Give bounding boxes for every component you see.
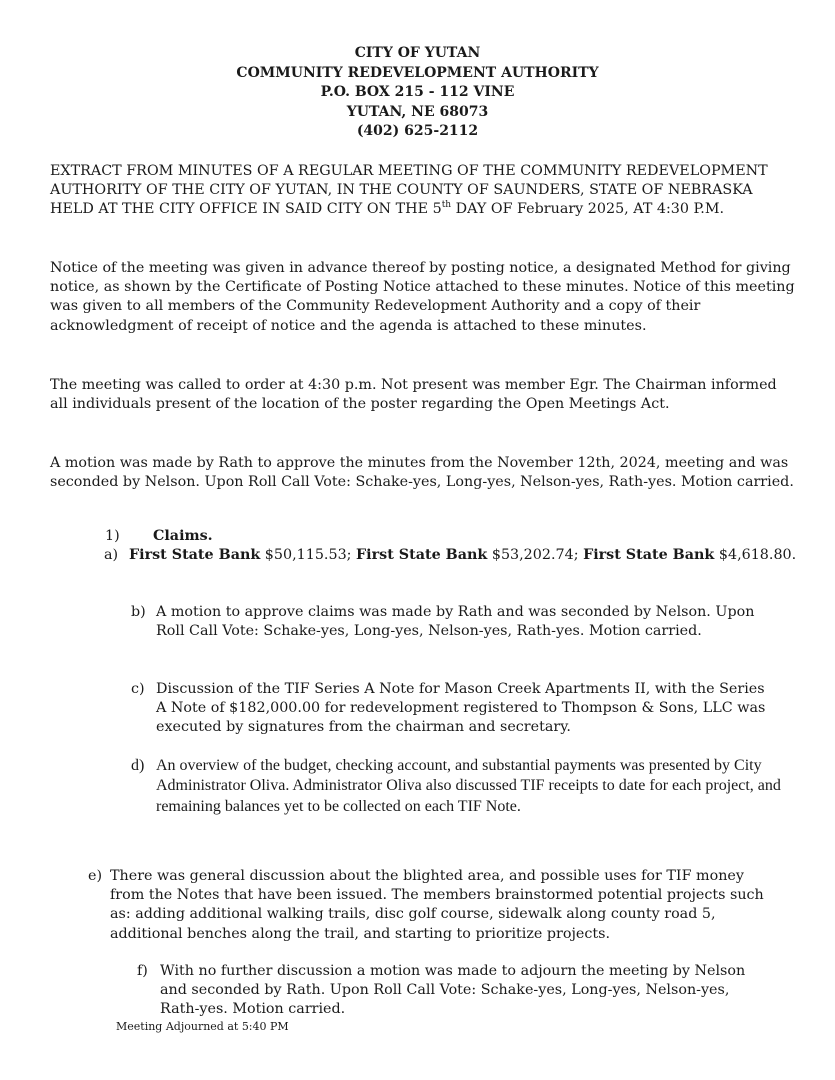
item-d-text: An overview of the budget, checking account, and substantial payments was presented by City Administrator Oliva. Administrator Oliva also discussed TIF receipts to date for each project, and remaining balances yet to be collected on each TIF Note. [156,757,781,815]
list-item-a [104,546,804,586]
intro-ordinal: th [441,200,452,211]
letterhead-address: P.O. BOX 215 - 112 VINE [320,84,515,100]
letterhead [0,44,835,142]
letterhead-city-state-zip: YUTAN, NE 68073 [346,103,489,120]
item-c-marker: c) [131,681,145,697]
minutes-motion-paragraph: A motion was made by Rath to approve the minutes from the November 12th, 2024, meeting and was seconded by Nelson. Upon Roll Call Vote: Schake-yes, Long-yes, Nelson-yes, Rath-yes. Motion carried. [50,455,794,491]
claims-marker: 1) [105,528,120,544]
item-a-marker: a) [104,547,119,563]
item-e-marker: e) [88,868,103,884]
list-item-b [131,603,791,663]
call-to-order-paragraph: The meeting was called to order at 4:30 p.m. Not present was member Egr. The Chairman informed all individuals present of the location of the poster regarding the Open Meetings Act. [50,377,777,413]
item-d-marker: d) [131,757,145,774]
item-c-text: Discussion of the TIF Series A Note for Mason Creek Apartments II, with the Series A Note of $182,000.00 for redevelopment registered to Thompson & Sons, LLC was executed by signatures from the chairman and secretary. [156,681,766,736]
list-item-e [88,867,788,947]
item-b-marker: b) [131,604,146,620]
item-e-text: There was general discussion about the blighted area, and possible uses for TIF money from the Notes that have been issued. The members brainstormed potential projects such as: adding additional walking trails, disc golf course, sidewalk along county road 5, additional benches along the trail, and starting to prioritize projects. [110,868,764,942]
intro-paragraph [50,162,795,220]
intro-text-end: DAY OF February 2025, AT 4:30 P.M. [451,201,724,218]
claim-amount-1: $50,115.53; [260,547,357,563]
claim-amount-2: $53,202.74; [487,547,584,563]
item-b-text: A motion to approve claims was made by Rath and was seconded by Nelson. Upon Roll Call Vote: Schake-yes, Long-yes, Nelson-yes, Rath-yes. Motion carried. [156,604,755,640]
claims-label: Claims. [153,528,213,544]
item-a-text [129,546,799,565]
notice-paragraph: Notice of the meeting was given in advance thereof by posting notice, a designated Method for giving notice, as shown by the Certificate of Posting Notice attached to these minutes. Notice of this meeting was given to all members of the Community Redevelopment Authority and a copy of their acknowledgment of receipt of notice and the agenda is attached to these minutes. [50,260,795,334]
list-item-d [131,756,801,840]
claim-bank-3: First State Bank [583,547,715,563]
letterhead-city: CITY OF YUTAN [354,45,481,61]
list-item-f [137,962,777,1020]
claim-bank-1: First State Bank [129,547,261,563]
letterhead-phone: (402) 625-2112 [356,123,479,139]
intro-text: EXTRACT FROM MINUTES OF A REGULAR MEETING OF THE COMMUNITY REDEVELOPMENT AUTHORITY OF THE CITY OF YUTAN, IN THE COUNTY OF SAUNDERS, STATE OF NEBRASKA HELD AT THE CITY OFFICE IN SAID CITY ON THE 5 [50,163,768,218]
letterhead-authority: COMMUNITY REDEVELOPMENT AUTHORITY [236,64,599,81]
item-f-text: With no further discussion a motion was made to adjourn the meeting by Nelson and seconded by Rath. Upon Roll Call Vote: Schake-yes, Long-yes, Nelson-yes, Rath-yes. Motion carried. [160,963,746,1018]
claim-bank-2: First State Bank [356,547,488,563]
adjourned-note: Meeting Adjourned at 5:40 PM [116,1020,289,1033]
list-item-c [131,680,791,740]
claim-amount-3: $4,618.80. [714,547,797,563]
item-f-marker: f) [137,963,148,979]
